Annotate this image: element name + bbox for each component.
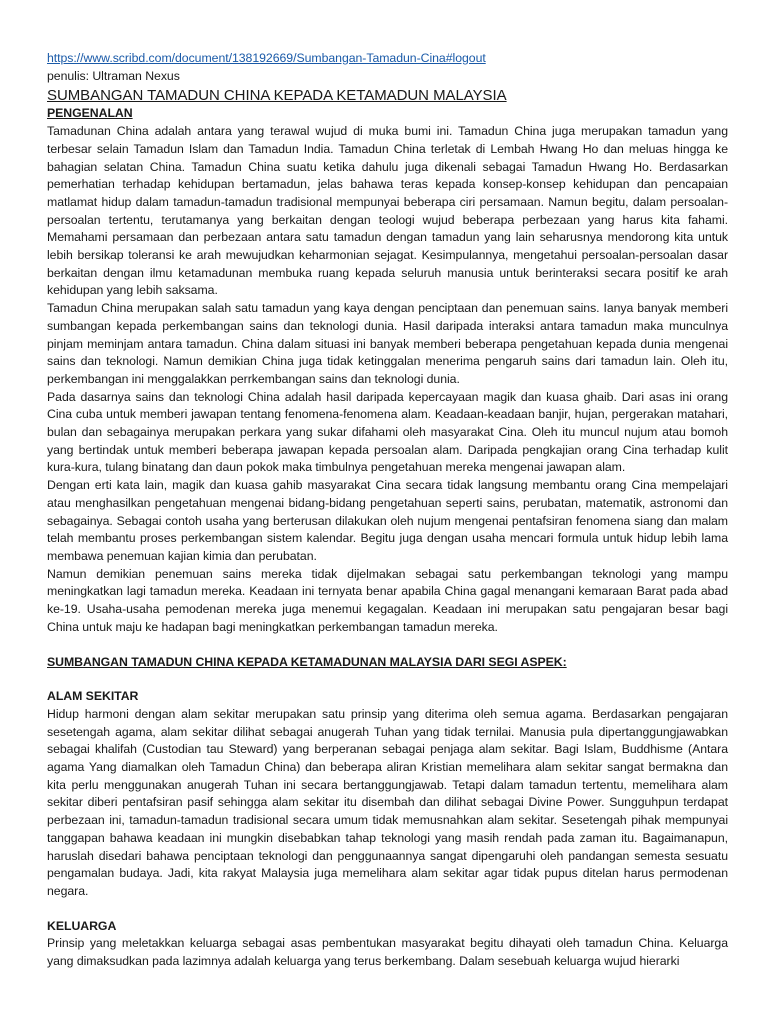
- document-title: SUMBANGAN TAMADUN CHINA KEPADA KETAMADUN MALAYSIA: [47, 87, 507, 105]
- intro-paragraph-3: Pada dasarnya sains dan teknologi China adalah hasil daripada kepercayaan magik dan kuasa ghaib. Dari asas ini orang Cina cuba untuk memberi jawapan tentang fenomena-fenomena alam. Keadaan-keadaan banjir, hujan, pergerakan matahari, bulan dan sebagainya merupakan perkara yang sukar difahami oleh masyarakat Cina. Oleh itu muncul nujum atau bomoh yang bertindak untuk memberi beberapa jawapan kepada persoalan alam. Daripada pengkajian orang Cina terhadap kulit kura-kura, tulang binatang dan daun pokok maka timbulnya pengetahuan mereka mengenai jawapan alam.: [47, 389, 728, 475]
- subheading-keluarga: KELUARGA: [47, 918, 117, 933]
- intro-paragraph-1: Tamadunan China adalah antara yang terawal wujud di muka bumi ini. Tamadun China juga merupakan tamadun yang terbesar selain Tamadun Islam dan Tamadun India. Tamadun China terletak di Lembah Hwang Ho dan meluas hingga ke bahagian selatan China. Tamadun China suatu ketika dahulu juga dikenali sebagai Tamadun Hwang Ho. Berdasarkan pemerhatian terhadap kehidupan bertamadun, jelas bahawa teras kepada konsep-konsep kehidupan dan pencapaian matlamat hidup dalam tamadun-tamadun tradisional mempunyai beberapa ciri persamaan. Namun begitu, dalam persoalan-persoalan tertentu, terutamanya yang berkaitan dengan teologi wujud beberapa perbezaan yang harus kita fahami. Memahami persamaan dan perbezaan antara satu tamadun dengan tamadun yang lain seharusnya mendorong kita untuk lebih bersikap toleransi ke arah mewujudkan keharmonian sejagat. Kesimpulannya, mengetahui persoalan-persoalan dasar berkaitan dengan ilmu ketamadunan membuka ruang kepada seluruh manusia untuk berinteraksi secara positif ke arah kehidupan yang lebih saksama.: [47, 124, 728, 298]
- spacer: [47, 637, 728, 654]
- spacer: [47, 901, 728, 918]
- alam-sekitar-paragraph: Hidup harmoni dengan alam sekitar merupakan satu prinsip yang diterima oleh semua agama. Berdasarkan pengajaran sesetengah agama, alam sekitar dilihat sebagai anugerah Tuhan yang tidak ternilai. Manusia pula dipertanggungjawabkan sebagai khalifah (Custodian tau Steward) yang berperanan sebagai penjaga alam sekitar. Bagi Islam, Buddhisme (Antara agama Yang diamalkan oleh Tamadun China) dan beberapa aliran Kristian memelihara alam sekitar sangat bermakna dan kita perlu menggunakan anugerah Tuhan ini secara bertanggungjawab. Tetapi dalam tamadun tertentu, memelihara alam sekitar diberi pentafsiran pasif sehingga alam sekitar itu disembah dan dilihat sebagai Divine Power. Sungguhpun terdapat perbezaan ini, tamadun-tamadun tradisional secara umum tidak memusnahkan alam sekitar. Sesetengah pihak mempunyai tanggapan bahawa keadaan ini mungkin disebabkan tahap teknologi yang masih rendah pada zaman itu. Bagaimanapun, haruslah disedari bahawa penciptaan teknologi dan penggunaannya sangat dipengaruhi oleh pandangan semesta sesuatu pengamalan budaya. Jadi, kita rakyat Malaysia juga memelihara alam sekitar agar tidak pupus ditelan harus permodenan negara.: [47, 706, 728, 898]
- subheading-alam-sekitar: ALAM SEKITAR: [47, 689, 139, 704]
- source-link[interactable]: https://www.scribd.com/document/138192669/Sumbangan-Tamadun-Cina#logout: [47, 51, 486, 65]
- intro-paragraph-4: Dengan erti kata lain, magik dan kuasa gahib masyarakat Cina secara tidak langsung membantu orang Cina mempelajari atau menghasilkan pengetahuan mengenai bidang-bidang pengetahuan seperti sains, perubatan, matematik, astronomi dan sebagainya. Sebagai contoh usaha yang berterusan dilakukan oleh nujum mengenai pentafsiran fenomena siang dan malam telah membantu proses perkembangan sistem kalendar. Begitu juga dengan usaha mencari formula untuk hidup lebih lama membawa penemuan kajian kimia dan perubatan.: [47, 478, 728, 563]
- spacer: [47, 671, 728, 688]
- author-line: penulis: Ultraman Nexus: [47, 68, 180, 83]
- intro-paragraph-5: Namun demikian penemuan sains mereka tidak dijelmakan sebagai satu perkembangan teknologi yang mampu meningkatkan lagi tamadun mereka. Keadaan ini ternyata benar apabila China gagal menangani kemaraan Barat pada abad ke-19. Usaha-usaha pemodenan mereka juga menemui kegagalan. Keadaan ini merupakan satu pengajaran besar bagi China untuk maju ke hadapan bagi meningkatkan perkembangan tamadun mereka.: [47, 566, 728, 634]
- section-heading-aspek: SUMBANGAN TAMADUN CHINA KEPADA KETAMADUNAN MALAYSIA DARI SEGI ASPEK:: [47, 654, 567, 669]
- section-heading-pengenalan: PENGENALAN: [47, 106, 133, 121]
- intro-paragraph-2: Tamadun China merupakan salah satu tamadun yang kaya dengan penciptaan dan penemuan sains. Ianya banyak memberi sumbangan kepada perkembangan sains dan teknologi dunia. Hasil daripada interaksi antara tamadun maka munculnya pinjam meminjam antara tamadun. China dalam situasi ini banyak memberi beberapa pengetahuan kepada dunia mengenai sains dan teknologi. Namun demikian China juga tidak ketinggalan menerima pengaruh sains dari tamadun lain. Oleh itu, perkembangan ini menggalakkan perrkembangan sains dan teknologi dunia.: [47, 301, 728, 386]
- keluarga-paragraph: Prinsip yang meletakkan keluarga sebagai asas pembentukan masyarakat begitu dihayati oleh tamadun China. Keluarga yang dimaksudkan pada lazimnya adalah keluarga yang terus berkembang. Dalam sesebuah keluarga wujud hierarki: [47, 936, 728, 969]
